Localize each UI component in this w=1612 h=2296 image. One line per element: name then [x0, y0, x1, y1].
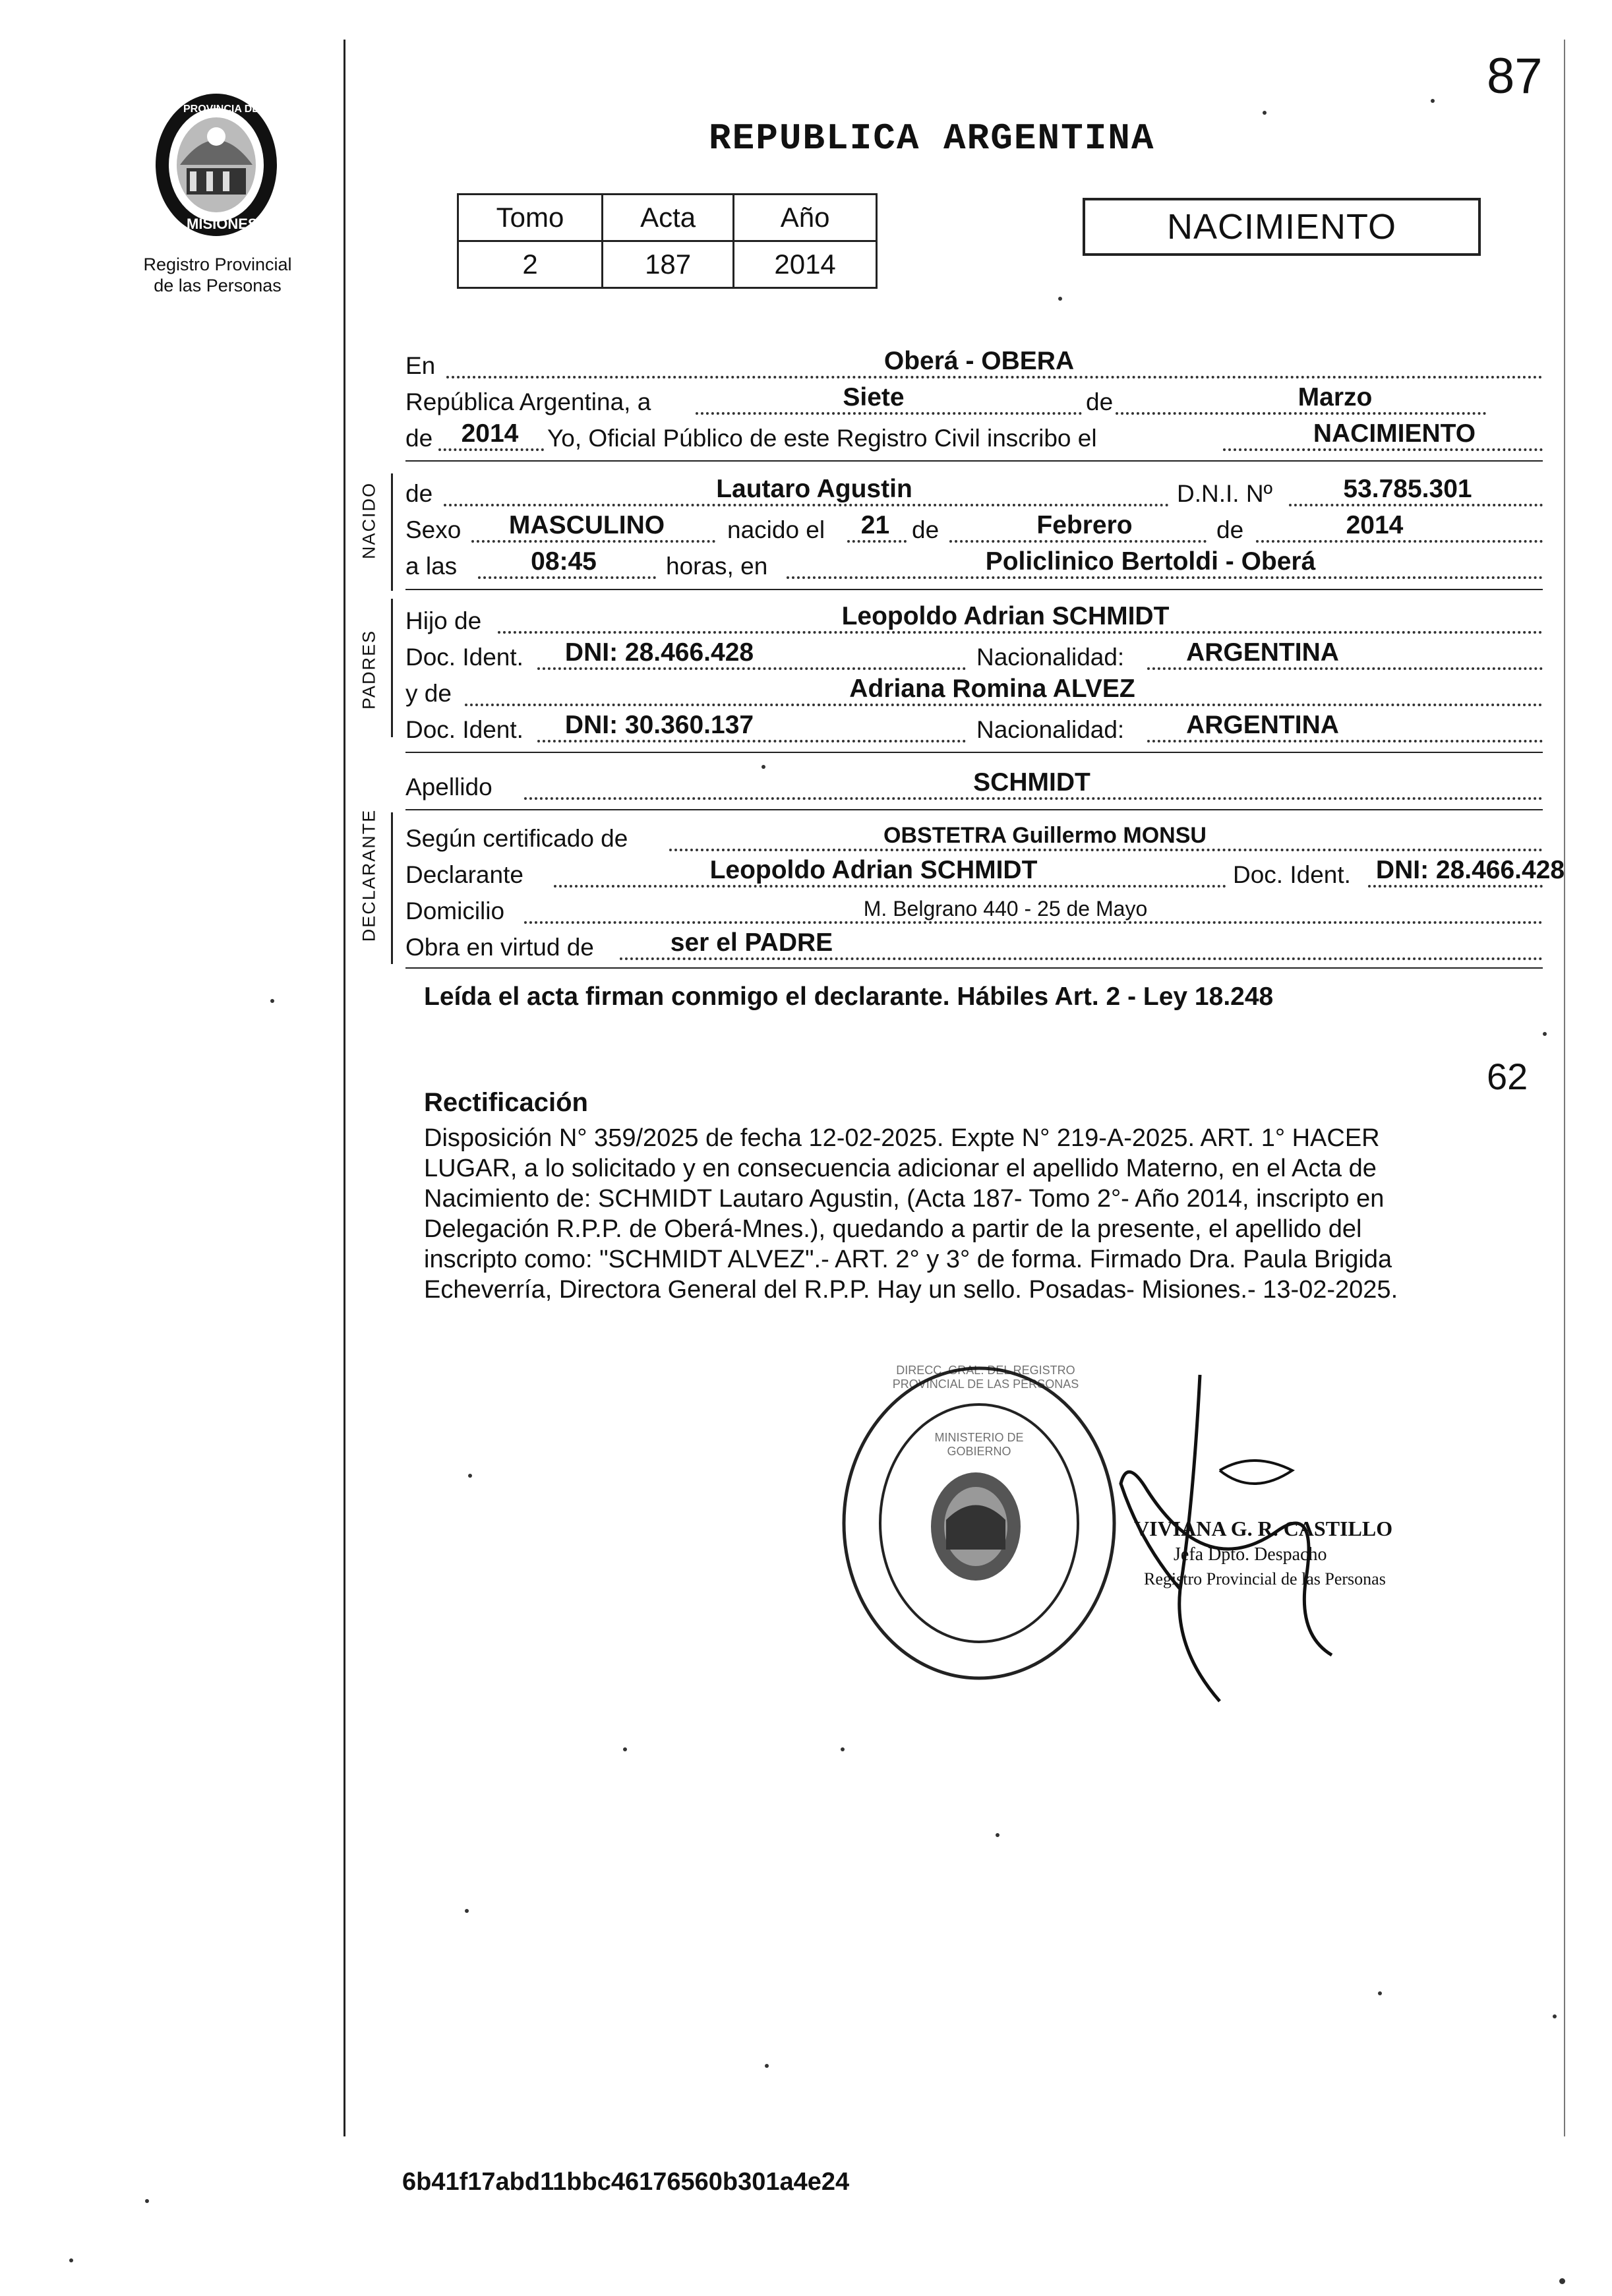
- form-row-sexo: [405, 506, 1543, 547]
- label-republica: República Argentina, a: [405, 388, 651, 415]
- value-registration-year: 2014: [461, 419, 519, 448]
- stamp-ring-text: DIRECC. GRAL. DEL REGISTRO PROVINCIAL DE LAS PERSONAS: [892, 1364, 1079, 1391]
- dotted-line: [1223, 448, 1543, 451]
- dotted-line: [787, 576, 1543, 579]
- rectification-line: Disposición N° 359/2025 de fecha 12-02-2025. Expte N° 219-A-2025. ART. 1° HACER: [424, 1124, 1380, 1152]
- scan-speck: [1378, 1991, 1382, 1995]
- form-row-en: [405, 342, 1543, 382]
- value-birth-day: 21: [860, 511, 890, 539]
- dotted-line: [1147, 740, 1543, 742]
- signer-role: Jefa Dpto. Despacho: [1174, 1544, 1327, 1565]
- dotted-line: [438, 448, 544, 451]
- label-apellido: Apellido: [405, 773, 493, 801]
- rectification-line: inscripto como: "SCHMIDT ALVEZ".- ART. 2° y 3° de forma. Firmado Dra. Paula Brigida: [424, 1246, 1392, 1273]
- form-row-padre: [405, 597, 1543, 638]
- value-birth-time: 08:45: [531, 547, 597, 576]
- dotted-line: [524, 797, 1543, 800]
- value-act-type: NACIMIENTO: [1313, 419, 1476, 448]
- signature: [1081, 1372, 1424, 1714]
- dotted-line: [620, 957, 1543, 960]
- page-number: 87: [1487, 48, 1543, 104]
- rectification-line: Echeverría, Directora General del R.P.P. Hay un sello. Posadas- Misiones.- 13-02-2025.: [424, 1276, 1398, 1304]
- value-anio: 2014: [734, 241, 877, 288]
- document-type-box: NACIMIENTO: [1083, 198, 1481, 256]
- handwritten-signature-icon: [1081, 1372, 1424, 1714]
- rectification-line: Delegación R.P.P. de Oberá-Mnes.), quedando a partir de la presente, el apellido del: [424, 1215, 1362, 1243]
- value-month-word: Marzo: [1298, 383, 1373, 411]
- signer-name: VIVIANA G. R. CASTILLO: [1134, 1517, 1393, 1540]
- label-nationality-mother: Nacionalidad:: [976, 716, 1125, 743]
- header-acta: Acta: [603, 195, 734, 241]
- value-father-nationality: ARGENTINA: [1186, 638, 1339, 667]
- divider: [405, 967, 1543, 969]
- value-mother-dni: DNI: 30.360.137: [564, 711, 754, 739]
- value-declarant-dni: DNI: 28.466.428: [1375, 856, 1565, 884]
- value-birth-month: Febrero: [1036, 511, 1133, 539]
- scan-speck: [1058, 297, 1062, 301]
- rectification-title: Rectificación: [424, 1088, 588, 1117]
- label-dni: D.N.I. Nº: [1177, 480, 1273, 507]
- divider: [405, 809, 1543, 810]
- registry-name-line1: Registro Provincial: [143, 255, 292, 274]
- section-bar-declarante: [391, 812, 393, 964]
- label-declarante: Declarante: [405, 861, 523, 888]
- scan-speck: [468, 1474, 472, 1478]
- label-en: En: [405, 352, 436, 379]
- country-title: REPUBLICA ARGENTINA: [709, 117, 1155, 160]
- label-doc-ident-declarant: Doc. Ident.: [1233, 861, 1351, 888]
- registry-name: [125, 254, 310, 296]
- record-reference-table: [457, 193, 878, 289]
- label-nationality-father: Nacionalidad:: [976, 644, 1125, 671]
- scan-speck: [996, 1833, 1000, 1837]
- signer-org: Registro Provincial de las Personas: [1144, 1569, 1386, 1588]
- scan-speck: [465, 1909, 469, 1913]
- scan-speck: [1559, 2278, 1565, 2284]
- label-de-birth-year: de: [1216, 516, 1244, 543]
- header-tomo: Tomo: [458, 195, 603, 241]
- value-role: ser el PADRE: [670, 928, 833, 957]
- value-birth-year: 2014: [1346, 511, 1404, 539]
- scan-speck: [69, 2258, 73, 2262]
- value-father-dni: DNI: 28.466.428: [564, 638, 754, 667]
- value-day-word: Siete: [843, 383, 905, 411]
- form-row-apellido: [405, 763, 1543, 804]
- scan-speck: [1263, 111, 1267, 115]
- form-row-obra: [405, 923, 1543, 964]
- value-birth-place: Policlinico Bertoldi - Oberá: [985, 547, 1316, 576]
- stamp-seal-icon: [834, 1358, 1124, 1688]
- rectification-number: 62: [1487, 1056, 1528, 1097]
- seal-bottom-text: MISIONES: [187, 216, 258, 232]
- label-doc-ident-mother: Doc. Ident.: [405, 716, 523, 743]
- dotted-line: [537, 740, 966, 742]
- official-stamp: [834, 1358, 1124, 1688]
- scan-speck: [1543, 1032, 1547, 1036]
- section-bar-nacido: [391, 473, 393, 591]
- scan-speck: [145, 2199, 149, 2203]
- form-row-year: [405, 414, 1543, 455]
- scan-speck: [623, 1747, 627, 1751]
- record-table-value-row: [458, 241, 877, 288]
- scan-speck: [270, 999, 274, 1003]
- scan-speck: [1431, 99, 1435, 103]
- side-label-nacido: NACIDO: [359, 482, 379, 560]
- value-mother-name: Adriana Romina ALVEZ: [849, 675, 1135, 703]
- label-oficial: Yo, Oficial Público de este Registro Civil inscribo el: [547, 425, 1097, 452]
- scan-speck: [1553, 2014, 1557, 2018]
- divider: [405, 460, 1543, 462]
- form-row-madre: [405, 669, 1543, 710]
- side-label-declarante: DECLARANTE: [359, 808, 379, 942]
- form-row-certificado: [405, 814, 1543, 855]
- form-row-republica: [405, 378, 1543, 419]
- record-table-header-row: [458, 195, 877, 241]
- rectification-line: Nacimiento de: SCHMIDT Lautaro Agustin, (Acta 187- Tomo 2°- Año 2014, inscripto en: [424, 1185, 1385, 1213]
- right-margin-line: [1564, 40, 1565, 2136]
- section-bar-padres: [391, 599, 393, 737]
- value-child-name: Lautaro Agustin: [716, 475, 912, 503]
- label-domicilio: Domicilio: [405, 897, 505, 924]
- label-hijo-de: Hijo de: [405, 607, 482, 634]
- form-row-hora: [405, 542, 1543, 583]
- value-sex: MASCULINO: [508, 511, 665, 539]
- rectification-line: LUGAR, a lo solicitado y en consecuencia adicionar el apellido Materno, en el Acta de: [424, 1155, 1377, 1182]
- seal-top-text: PROVINCIA DE: [183, 104, 259, 115]
- scan-speck: [761, 765, 765, 769]
- closing-statement: Leída el acta firman conmigo el declarante. Hábiles Art. 2 - Ley 18.248: [424, 982, 1274, 1011]
- label-de-name: de: [405, 480, 433, 507]
- left-margin-line: [343, 40, 345, 2136]
- value-father-name: Leopoldo Adrian SCHMIDT: [841, 602, 1170, 630]
- scan-speck: [841, 1747, 845, 1751]
- scan-speck: [765, 2064, 769, 2068]
- registry-logo: [150, 89, 282, 247]
- divider: [405, 589, 1543, 590]
- document-hash: 6b41f17abd11bbc46176560b301a4e24: [402, 2168, 850, 2196]
- label-de-month: de: [1083, 388, 1116, 416]
- label-sexo: Sexo: [405, 516, 462, 543]
- form-row-madre-doc: [405, 706, 1543, 746]
- registry-name-line2: de las Personas: [154, 276, 282, 295]
- header-anio: Año: [734, 195, 877, 241]
- label-y-de: y de: [405, 680, 452, 707]
- value-tomo: 2: [458, 241, 603, 288]
- label-nacido-el: nacido el: [727, 516, 825, 543]
- side-label-padres: PADRES: [359, 629, 379, 710]
- label-obra: Obra en virtud de: [405, 934, 594, 961]
- value-child-dni: 53.785.301: [1343, 475, 1472, 503]
- label-certificado: Según certificado de: [405, 825, 628, 852]
- value-acta: 187: [603, 241, 734, 288]
- stamp-inner-text: MINISTERIO DE GOBIERNO: [934, 1431, 1024, 1458]
- form-row-padre-doc: [405, 633, 1543, 674]
- form-row-declarante: [405, 851, 1565, 891]
- dotted-line: [478, 576, 656, 579]
- value-certifier: OBSTETRA Guillermo MONSU: [883, 823, 1207, 848]
- label-horas-en: horas, en: [666, 553, 768, 580]
- value-locality: Oberá - OBERA: [883, 347, 1075, 375]
- value-surname: SCHMIDT: [973, 768, 1090, 797]
- value-declarant-name: Leopoldo Adrian SCHMIDT: [709, 856, 1038, 884]
- value-address: M. Belgrano 440 - 25 de Mayo: [863, 897, 1148, 921]
- label-doc-ident-father: Doc. Ident.: [405, 644, 523, 671]
- divider: [405, 752, 1543, 753]
- rectification-body: [424, 1123, 1561, 1305]
- label-de-birth-month: de: [912, 516, 940, 543]
- value-mother-nationality: ARGENTINA: [1186, 711, 1339, 739]
- form-row-domicilio: [405, 887, 1543, 928]
- form-row-nombre: [405, 469, 1543, 510]
- label-a-las: a las: [405, 553, 458, 580]
- label-de-year: de: [405, 425, 433, 452]
